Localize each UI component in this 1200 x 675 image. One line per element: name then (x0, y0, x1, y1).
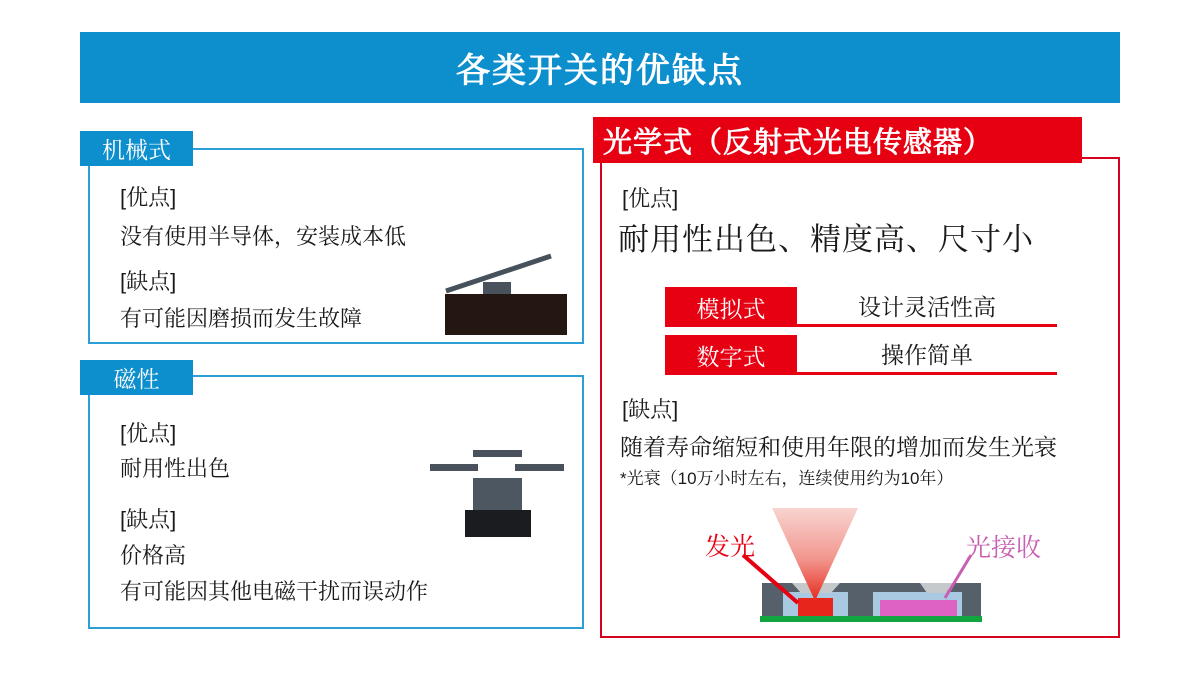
optical-cons-label: [缺点] (622, 397, 679, 422)
optical-pros-highlight: 耐用性出色、精度高、尺寸小 (618, 222, 1034, 257)
digital-row-underline (797, 372, 1057, 375)
magnetic-cons-label: [缺点] (120, 507, 177, 532)
digital-type-desc: 操作简单 (881, 342, 973, 368)
light-receive-label: 光接收 (966, 534, 1042, 562)
magnetic-switch-icon (420, 440, 580, 545)
optical-footnote: *光衰（10万小时左右，连续使用约为10年） (620, 469, 954, 488)
mechanical-switch-icon (435, 250, 575, 340)
optical-header-banner (593, 117, 1082, 163)
magnetic-tab (80, 360, 193, 395)
digital-type-badge (665, 335, 797, 375)
digital-type-badge-label: 数字式 (696, 343, 766, 370)
page-title: 各类开关的优缺点 (456, 52, 744, 90)
optical-cons-text: 随着寿命缩短和使用年限的增加而发生光衰 (620, 434, 1057, 460)
mechanical-tab (80, 131, 193, 166)
analog-type-desc: 设计灵活性高 (858, 294, 996, 320)
magnetic-cons-text-2: 有可能因其他电磁干扰而误动作 (120, 579, 429, 604)
light-emit-label: 发光 (705, 533, 756, 561)
magnetic-tab-label: 磁性 (113, 366, 160, 392)
analog-type-badge-label: 模拟式 (696, 295, 766, 322)
mechanical-pros-label: [优点] (120, 185, 177, 210)
mechanical-cons-label: [缺点] (120, 269, 177, 294)
optical-header-title: 光学式（反射式光电传感器） (603, 126, 994, 159)
analog-row-underline (797, 324, 1057, 327)
mechanical-pros-text: 没有使用半导体，安装成本低 (120, 224, 407, 249)
magnetic-cons-text-1: 价格高 (120, 543, 187, 568)
magnetic-pros-text: 耐用性出色 (120, 456, 231, 481)
title-banner (80, 32, 1120, 103)
analog-type-badge (665, 287, 797, 327)
magnetic-pros-label: [优点] (120, 421, 177, 446)
mechanical-cons-text: 有可能因磨损而发生故障 (120, 306, 363, 331)
mechanical-tab-label: 机械式 (102, 137, 171, 163)
optical-pros-label: [优点] (622, 186, 679, 211)
